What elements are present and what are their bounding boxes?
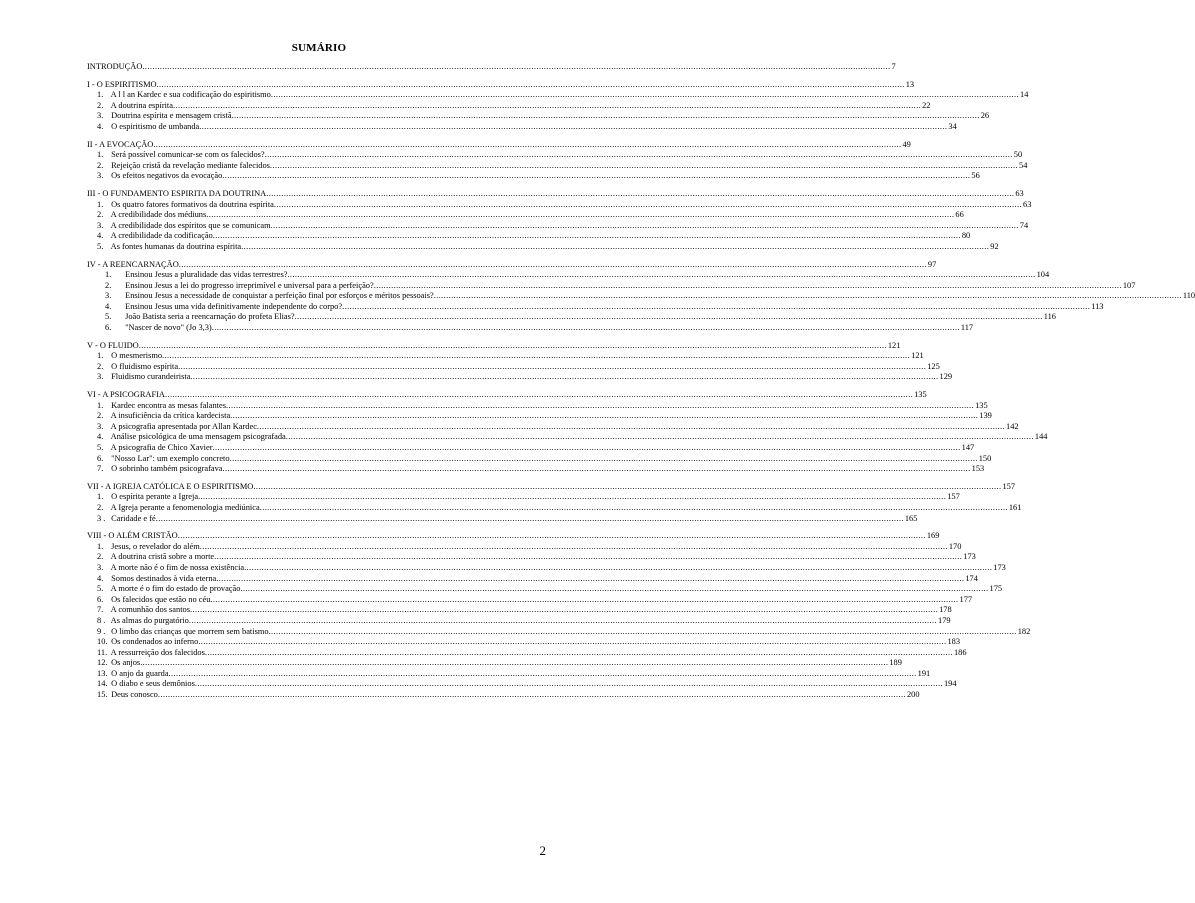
toc-entry xyxy=(87,584,1003,595)
toc-entry xyxy=(87,199,1032,211)
toc-entry xyxy=(87,111,990,122)
item-title: A psicografia apresentada por Allan Kardec xyxy=(110,421,257,431)
item-number: 4. xyxy=(105,301,112,311)
item-number: 4. xyxy=(97,432,104,442)
toc-page-number: 34 xyxy=(948,121,957,131)
dot-leader: ............................................................................................................................................................................................................................................................................................................ xyxy=(198,637,947,647)
dot-leader: ............................................................................................................................................................................................................................................................................................................ xyxy=(210,594,959,604)
item-title: Doutrina espírita e mensagem cristã xyxy=(111,111,232,121)
toc-entry xyxy=(87,421,1019,433)
dot-leader: ............................................................................................................................................................................................................................................................................................................ xyxy=(231,111,980,121)
dot-leader: ............................................................................................................................................................................................................................................................................................................ xyxy=(373,280,1122,290)
dot-leader: ............................................................................................................................................................................................................................................................................................................ xyxy=(266,188,1015,198)
table-of-contents xyxy=(87,62,1195,708)
dot-leader: ............................................................................................................................................................................................................................................................................................................ xyxy=(222,464,971,474)
toc-page-number: 139 xyxy=(979,411,992,421)
item-number: 1. xyxy=(97,90,104,100)
item-number: 1. xyxy=(105,270,112,280)
item-number: 2. xyxy=(97,361,104,371)
toc-entry xyxy=(87,432,1048,443)
item-number: 5. xyxy=(97,584,104,594)
item-number: 15. xyxy=(97,690,108,700)
toc-page-number: 173 xyxy=(963,552,976,562)
dot-leader: ............................................................................................................................................................................................................................................................................................................ xyxy=(168,668,917,678)
item-number: 3. xyxy=(97,111,104,121)
toc-page-number: 157 xyxy=(947,492,960,502)
item-title: O espírita perante a Igreja xyxy=(111,492,199,502)
item-title: A l l an Kardec e sua codificação do espiritismo xyxy=(110,90,271,100)
toc-entry xyxy=(87,411,992,422)
toc-entry xyxy=(87,541,962,553)
item-number: 5. xyxy=(105,312,112,322)
toc-entry xyxy=(87,270,1050,281)
item-title: Os falecidos que estão no céu xyxy=(111,594,211,604)
item-number: 7. xyxy=(97,464,104,474)
toc-entry xyxy=(87,690,920,701)
item-number: 3. xyxy=(97,171,104,181)
dot-leader: ............................................................................................................................................................................................................................................................................................................ xyxy=(211,323,960,333)
toc-page-number: 161 xyxy=(1008,502,1022,512)
toc-page-number: 194 xyxy=(943,679,957,689)
dot-leader: ............................................................................................................................................................................................................................................................................................................ xyxy=(222,171,971,181)
toc-chapter xyxy=(87,79,1029,133)
item-title: A morte não é o fim de nossa existência xyxy=(110,562,245,572)
dot-leader: ............................................................................................................................................................................................................................................................................................................ xyxy=(157,690,906,700)
toc-page-number: 153 xyxy=(971,464,985,474)
toc-chapter-heading xyxy=(87,139,911,151)
toc-entry xyxy=(87,121,957,133)
item-number: 4. xyxy=(97,121,104,131)
toc-page-number: 49 xyxy=(902,139,911,149)
item-title: Ensinou Jesus a lei do progresso irreprimível e universal para a perfeição? xyxy=(125,280,374,290)
item-title: Deus conosco xyxy=(111,690,158,700)
item-title: O espiritismo de umbanda xyxy=(111,121,200,131)
toc-page-number: 26 xyxy=(980,111,990,121)
dot-leader: ............................................................................................................................................................................................................................................................................................................ xyxy=(240,584,989,594)
toc-chapter xyxy=(87,188,1032,253)
toc-page-number: 169 xyxy=(926,531,940,541)
toc-entry xyxy=(87,150,1023,161)
dot-leader: ............................................................................................................................................................................................................................................................................................................ xyxy=(177,531,926,541)
toc-entry xyxy=(87,210,964,221)
item-title: A doutrina espírita xyxy=(110,100,173,110)
item-title: Ensinou Jesus uma vida definitivamente independente do corpo? xyxy=(125,301,343,311)
dot-leader: ............................................................................................................................................................................................................................................................................................................ xyxy=(294,312,1043,322)
chapter-title: III - O FUNDAMENTO ESPIRITA DA DOUTRINA xyxy=(87,188,267,198)
dot-leader: ............................................................................................................................................................................................................................................................................................................ xyxy=(156,79,905,89)
dot-leader: ............................................................................................................................................................................................................................................................................................................ xyxy=(162,351,911,361)
item-title: O limbo das crianças que morrem sem batismo xyxy=(111,626,269,636)
toc-page-number: 135 xyxy=(975,400,988,410)
toc-page-number: 92 xyxy=(990,241,999,251)
toc-page-number: 13 xyxy=(905,79,915,89)
dot-leader: ............................................................................................................................................................................................................................................................................................................ xyxy=(198,492,947,502)
toc-entry xyxy=(87,301,1104,313)
item-number: 6. xyxy=(97,594,104,604)
toc-page-number: 22 xyxy=(922,100,931,110)
dot-leader: ............................................................................................................................................................................................................................................................................................................ xyxy=(155,513,904,523)
item-number: 4. xyxy=(97,231,104,241)
item-title: Fluidismo curandeirista xyxy=(111,372,191,382)
item-number: 3. xyxy=(105,291,112,301)
toc-entry xyxy=(87,323,974,334)
toc-chapter-heading xyxy=(87,340,901,352)
toc-entry xyxy=(87,492,960,503)
toc-page-number: 66 xyxy=(955,210,964,220)
toc-page-number: 50 xyxy=(1013,150,1023,160)
item-title: Caridade e fé xyxy=(111,513,156,523)
dot-leader: ............................................................................................................................................................................................................................................................................................................ xyxy=(178,259,927,269)
item-title: O diabo e seus demônios xyxy=(111,679,195,689)
toc-entry xyxy=(87,453,992,465)
dot-leader: ............................................................................................................................................................................................................................................................................................................ xyxy=(230,411,979,421)
item-title: A credibilidade dos espíritos que se comunicam xyxy=(110,220,271,230)
toc-page-number: 170 xyxy=(948,541,962,551)
toc-chapter-heading xyxy=(87,390,927,401)
item-number: 5. xyxy=(97,443,104,452)
toc-chapter xyxy=(87,340,953,383)
item-number: 1. xyxy=(97,492,104,502)
toc-page-number: 7 xyxy=(891,62,896,71)
toc-page-number: 104 xyxy=(1036,270,1050,280)
dot-leader: ............................................................................................................................................................................................................................................................................................................ xyxy=(269,160,1019,170)
item-number: 7. xyxy=(97,605,104,615)
dot-leader: ............................................................................................................................................................................................................................................................................................................ xyxy=(189,605,939,615)
toc-page-number: 56 xyxy=(971,171,980,181)
item-number: 3. xyxy=(97,372,104,382)
chapter-title: II - A EVOCAÇÃO xyxy=(87,139,154,149)
toc-page-number: 147 xyxy=(961,443,975,452)
toc-chapter-heading xyxy=(87,62,896,73)
toc-entry xyxy=(87,400,988,412)
item-number: 2. xyxy=(97,411,104,421)
toc-entry xyxy=(87,502,1022,514)
toc-page-number: 178 xyxy=(939,605,952,615)
toc-page-number: 165 xyxy=(904,513,918,523)
toc-entry xyxy=(87,513,918,525)
toc-page-number: 54 xyxy=(1019,160,1028,170)
toc-entry xyxy=(87,312,1056,323)
chapter-title: VI - A PSICOGRAFIA xyxy=(87,390,165,400)
item-title: João Batista seria a reencarnação do profeta Elias? xyxy=(125,312,295,322)
toc-page-number: 144 xyxy=(1034,432,1048,442)
dot-leader: ............................................................................................................................................................................................................................................................................................................ xyxy=(178,361,927,371)
page-number: 2 xyxy=(539,843,546,858)
item-title: A ressurreição dos falecidos xyxy=(110,647,205,657)
toc-page-number: 80 xyxy=(961,231,971,241)
item-number: 6. xyxy=(97,453,104,463)
toc-entry xyxy=(87,679,957,690)
toc-page-number: 63 xyxy=(1023,199,1032,209)
item-title: Ensinou Jesus a necessidade de conquistar a perfeição final por esforços e méritos pessoais? xyxy=(125,291,434,301)
chapter-title: INTRODUÇÃO xyxy=(87,62,143,71)
toc-entry xyxy=(87,552,976,563)
dot-leader: ............................................................................................................................................................................................................................................................................................................ xyxy=(253,481,1002,491)
item-number: 1. xyxy=(97,150,104,160)
dot-leader: ............................................................................................................................................................................................................................................................................................................ xyxy=(256,421,1006,431)
toc-chapter xyxy=(87,531,1031,701)
toc-chapter-heading xyxy=(87,481,1016,493)
item-title: As fontes humanas da doutrina espírita xyxy=(110,241,242,251)
toc-entry xyxy=(87,100,931,112)
item-number: 12. xyxy=(97,658,108,668)
chapter-title: I - O ESPIRITISMO xyxy=(87,79,157,89)
dot-leader: ............................................................................................................................................................................................................................................................................................................ xyxy=(194,679,943,689)
item-number: 13. xyxy=(97,668,108,678)
toc-entry xyxy=(87,280,1136,292)
item-title: A Igreja perante a fenomenologia mediúnica xyxy=(110,502,260,512)
toc-page-number: 175 xyxy=(989,584,1003,594)
toc-page-number: 121 xyxy=(911,351,924,361)
item-number: 2. xyxy=(97,100,104,110)
toc-chapter xyxy=(87,481,1022,524)
dot-leader: ............................................................................................................................................................................................................................................................................................................ xyxy=(199,541,948,551)
toc-entry xyxy=(87,594,973,606)
toc-entry xyxy=(87,291,1195,302)
item-number: 3. xyxy=(97,421,104,431)
item-title: "Nascer de novo" (Jo 3,3) xyxy=(125,323,212,333)
chapter-title: VIII - O ALÉM CRISTÃO xyxy=(87,531,178,541)
item-title: Os quatro fatores formativos da doutrina espírita xyxy=(111,199,274,209)
item-title: A psicografia de Chico Xavier xyxy=(110,443,213,452)
toc-page-number: 142 xyxy=(1006,421,1019,431)
toc-page-number: 113 xyxy=(1091,301,1104,311)
toc-entry xyxy=(87,668,931,680)
item-title: Os efeitos negativos da evocação xyxy=(111,171,223,181)
dot-leader: ............................................................................................................................................................................................................................................................................................................ xyxy=(225,400,975,410)
toc-page-number: 157 xyxy=(1002,481,1016,491)
dot-leader: ............................................................................................................................................................................................................................................................................................................ xyxy=(164,390,914,400)
item-title: Ensinou Jesus a pluralidade das vidas terrestres? xyxy=(125,270,288,280)
item-number: 4. xyxy=(97,573,104,583)
item-number: 1. xyxy=(97,400,104,410)
dot-leader: ............................................................................................................................................................................................................................................................................................................ xyxy=(270,220,1019,230)
toc-page-number: 200 xyxy=(906,690,920,700)
dot-leader: ............................................................................................................................................................................................................................................................................................................ xyxy=(206,210,955,220)
toc-entry xyxy=(87,573,978,585)
toc-entry xyxy=(87,615,951,627)
toc-entry xyxy=(87,605,952,616)
item-number: 2. xyxy=(97,502,104,512)
toc-entry xyxy=(87,361,940,373)
toc-page-number: 14 xyxy=(1020,90,1029,100)
dot-leader: ............................................................................................................................................................................................................................................................................................................ xyxy=(212,231,961,241)
item-title: A morte é o fim do estado de provação xyxy=(110,584,241,594)
item-title: O sobrinho também psicografava xyxy=(111,464,223,474)
toc-entry xyxy=(87,464,985,475)
item-number: 2. xyxy=(97,160,104,170)
dot-leader: ............................................................................................................................................................................................................................................................................................................ xyxy=(188,615,937,625)
toc-entry xyxy=(87,626,1031,638)
toc-page-number: 150 xyxy=(978,453,992,463)
chapter-title: IV - A REENCARNAÇÃO xyxy=(87,259,179,269)
toc-entry xyxy=(87,220,1029,232)
toc-page-number: 63 xyxy=(1015,188,1024,198)
item-title: As almas do purgatório xyxy=(110,615,189,625)
dot-leader: ............................................................................................................................................................................................................................................................................................................ xyxy=(204,647,953,657)
item-title: Rejeição cristã da revelação mediante falecidos xyxy=(111,160,270,170)
toc-entry xyxy=(87,351,924,362)
toc-page-number: 107 xyxy=(1122,280,1136,290)
item-title: "Nosso Lar": um exemplo concreto xyxy=(111,453,230,463)
chapter-title: VII - A IGREJA CATÓLICA E O ESPIRITISMO xyxy=(87,481,254,491)
item-title: O fluidismo espírita xyxy=(111,361,179,371)
toc-chapter xyxy=(87,259,1195,334)
toc-page-number: 174 xyxy=(965,573,978,583)
item-number: 3. xyxy=(97,562,104,572)
dot-leader: ............................................................................................................................................................................................................................................................................................................ xyxy=(342,301,1091,311)
toc-entry xyxy=(87,241,999,253)
toc-page-number: 189 xyxy=(889,658,902,668)
item-number: 5. xyxy=(97,241,104,251)
item-number: 14. xyxy=(97,679,108,689)
toc-page-number: 117 xyxy=(960,323,974,333)
item-number: 10. xyxy=(97,637,108,647)
dot-leader: ............................................................................................................................................................................................................................................................................................................ xyxy=(229,453,978,463)
item-title: A credibilidade dos médiuns xyxy=(110,210,207,220)
dot-leader: ............................................................................................................................................................................................................................................................................................................ xyxy=(212,443,961,452)
chapter-title: V - O FLUIDO xyxy=(87,340,139,350)
item-number: 9 . xyxy=(97,626,106,636)
toc-page-number: 186 xyxy=(953,647,967,657)
toc-page-number: 179 xyxy=(938,615,951,625)
dot-leader: ............................................................................................................................................................................................................................................................................................................ xyxy=(270,90,1019,100)
dot-leader: ............................................................................................................................................................................................................................................................................................................ xyxy=(285,432,1034,442)
item-title: A credibilidade da codificação xyxy=(110,231,213,241)
toc-chapter-heading xyxy=(87,79,915,91)
toc-page-number: 177 xyxy=(959,594,973,604)
dot-leader: ............................................................................................................................................................................................................................................................................................................ xyxy=(244,562,993,572)
dot-leader: ............................................................................................................................................................................................................................................................................................................ xyxy=(273,199,1023,209)
dot-leader: ............................................................................................................................................................................................................................................................................................................ xyxy=(153,139,902,149)
item-title: O mesmerismo xyxy=(111,351,163,361)
toc-page-number: 116 xyxy=(1043,312,1056,322)
toc-page-number: 74 xyxy=(1019,220,1029,230)
toc-page-number: 191 xyxy=(917,668,931,678)
toc-entry xyxy=(87,171,980,182)
toc-entry xyxy=(87,372,953,383)
item-title: A comunhão dos santos xyxy=(110,605,190,615)
dot-leader: ............................................................................................................................................................................................................................................................................................................ xyxy=(264,150,1013,160)
toc-entry xyxy=(87,160,1028,172)
dot-leader: ............................................................................................................................................................................................................................................................................................................ xyxy=(142,62,891,71)
item-number: 2. xyxy=(105,280,112,290)
item-title: Os anjos xyxy=(111,658,141,668)
item-number: 1. xyxy=(97,199,104,209)
toc-entry xyxy=(87,231,971,242)
toc-page-number: 173 xyxy=(993,562,1006,572)
item-number: 3 . xyxy=(97,513,106,523)
dot-leader: ............................................................................................................................................................................................................................................................................................................ xyxy=(259,502,1008,512)
toc-chapter xyxy=(87,62,896,73)
toc-page-number: 110 xyxy=(1182,291,1195,301)
item-title: Somos destinados à vida eterna xyxy=(111,573,217,583)
dot-leader: ............................................................................................................................................................................................................................................................................................................ xyxy=(172,100,922,110)
dot-leader: ............................................................................................................................................................................................................................................................................................................ xyxy=(190,372,939,382)
toc-chapter-heading xyxy=(87,188,1024,200)
toc-chapter xyxy=(87,390,1048,475)
toc-entry xyxy=(87,637,960,648)
toc-entry xyxy=(87,647,967,659)
toc-page-number: 183 xyxy=(947,637,960,647)
item-number: 3. xyxy=(97,220,104,230)
toc-page-number: 97 xyxy=(927,259,937,269)
item-number: 2. xyxy=(97,552,104,562)
dot-leader: ............................................................................................................................................................................................................................................................................................................ xyxy=(433,291,1182,301)
item-number: 1. xyxy=(97,351,104,361)
toc-chapter-heading xyxy=(87,531,940,542)
dot-leader: ............................................................................................................................................................................................................................................................................................................ xyxy=(199,121,948,131)
toc-entry xyxy=(87,562,1006,574)
item-number: 2. xyxy=(97,210,104,220)
dot-leader: ............................................................................................................................................................................................................................................................................................................ xyxy=(216,573,965,583)
toc-page-number: 135 xyxy=(914,390,927,400)
item-title: Análise psicológica de uma mensagem psicografada xyxy=(110,432,286,442)
item-number: 8 . xyxy=(97,615,106,625)
dot-leader: ............................................................................................................................................................................................................................................................................................................ xyxy=(138,340,887,350)
toc-page-number: 121 xyxy=(887,340,901,350)
item-title: Jesus, o revelador do além xyxy=(111,541,200,551)
item-title: A doutrina cristã sobre a morte xyxy=(110,552,215,562)
toc-chapter xyxy=(87,139,1028,182)
toc-entry xyxy=(87,90,1029,101)
page-title: SUMÁRIO xyxy=(291,42,347,54)
toc-page-number: 129 xyxy=(939,372,953,382)
item-number: 11. xyxy=(97,647,108,657)
item-title: O anjo da guarda xyxy=(111,668,169,678)
dot-leader: ............................................................................................................................................................................................................................................................................................................ xyxy=(287,270,1036,280)
item-title: Será possível comunicar-se com os falecidos? xyxy=(111,150,265,160)
item-number: 1. xyxy=(97,541,104,551)
item-number: 6. xyxy=(105,323,112,333)
toc-page-number: 125 xyxy=(927,361,940,371)
dot-leader: ............................................................................................................................................................................................................................................................................................................ xyxy=(214,552,963,562)
item-title: A insuficiência da crítica kardecista xyxy=(110,411,231,421)
toc-entry xyxy=(87,443,975,454)
item-title: Os condenados ao inferno xyxy=(111,637,199,647)
dot-leader: ............................................................................................................................................................................................................................................................................................................ xyxy=(140,658,889,668)
toc-entry xyxy=(87,658,902,669)
dot-leader: ............................................................................................................................................................................................................................................................................................................ xyxy=(268,626,1017,636)
item-title: Kardec encontra as mesas falantes xyxy=(111,400,226,410)
toc-page-number: 182 xyxy=(1017,626,1031,636)
toc-chapter-heading xyxy=(87,259,937,271)
dot-leader: ............................................................................................................................................................................................................................................................................................................ xyxy=(241,241,990,251)
